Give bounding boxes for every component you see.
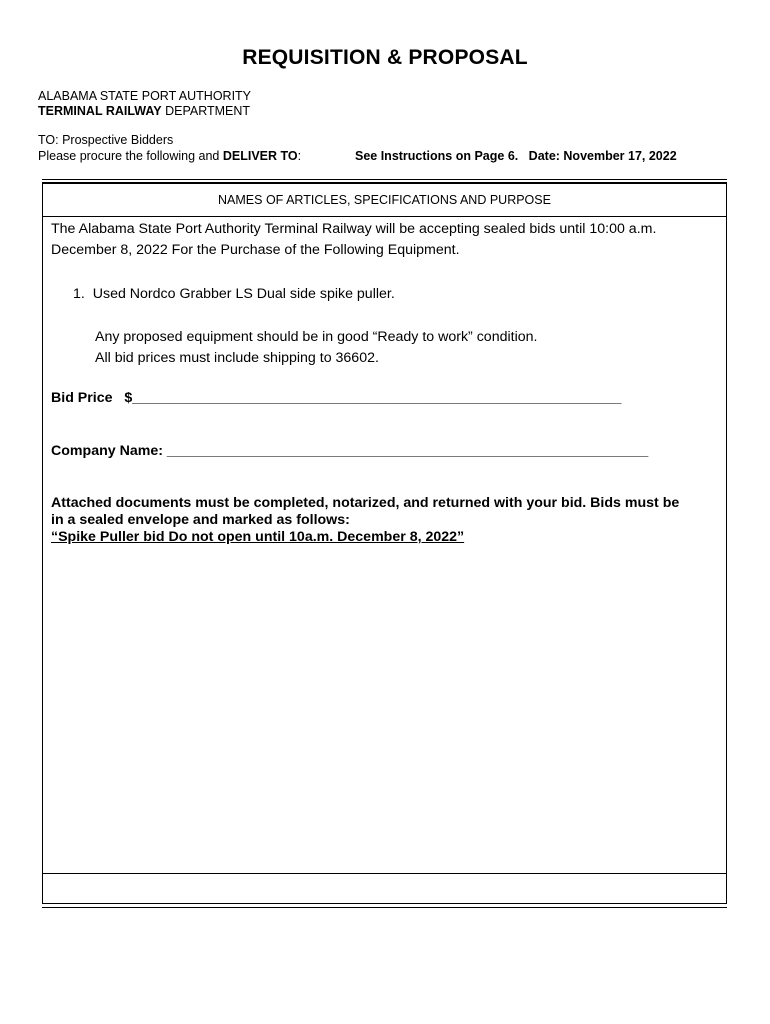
table-footer-row: [42, 874, 727, 904]
deliver-to-colon: :: [297, 149, 302, 163]
bid-price-field[interactable]: $______________________________________________________________: [124, 390, 622, 406]
department-name-bold: TERMINAL RAILWAY: [38, 104, 162, 118]
condition-line-2: All bid prices must include shipping to 36602.: [95, 350, 379, 366]
item-number: 1.: [73, 286, 85, 302]
deliver-to-label: DELIVER TO: [222, 149, 298, 163]
intro-line-1: The Alabama State Port Authority Terminal Railway will be accepting sealed bids until 10:00 a.m.: [51, 221, 657, 237]
envelope-marking: “Spike Puller bid Do not open until 10a.m. December 8, 2022”: [51, 529, 465, 545]
authority-name: ALABAMA STATE PORT AUTHORITY: [38, 89, 252, 103]
to-line: TO: Prospective Bidders: [38, 133, 174, 147]
procure-text: Please procure the following and: [38, 149, 223, 163]
condition-line-1: Any proposed equipment should be in good “Ready to work” condition.: [95, 329, 538, 345]
header-rule: [42, 179, 727, 180]
company-name-row: [51, 441, 648, 462]
company-name-field[interactable]: _____________________________________________________________: [166, 443, 649, 459]
instructions-date-line: [355, 149, 677, 163]
specifications-table: [42, 182, 727, 874]
item-1: [73, 284, 395, 305]
attached-line-2: in a sealed envelope and marked as follows:: [51, 512, 350, 528]
page-title: REQUISITION & PROPOSAL: [242, 46, 528, 69]
company-name-label: Company Name:: [51, 443, 163, 459]
attached-line-1: Attached documents must be completed, notarized, and returned with your bid. Bids must be: [51, 495, 680, 511]
department-line: [38, 104, 250, 119]
item-description: Used Nordco Grabber LS Dual side spike puller.: [92, 286, 395, 302]
footer-rule: [42, 907, 727, 908]
instructions-note: See Instructions on Page 6.: [355, 149, 519, 163]
requisition-date: Date: November 17, 2022: [528, 149, 677, 163]
department-suffix: DEPARTMENT: [161, 104, 251, 118]
bid-price-row: [51, 388, 621, 409]
intro-line-2: December 8, 2022 For the Purchase of the Following Equipment.: [51, 242, 460, 258]
column-header: NAMES OF ARTICLES, SPECIFICATIONS AND PURPOSE: [43, 184, 726, 217]
bid-price-label: Bid Price: [51, 390, 113, 406]
procure-line: [38, 149, 301, 164]
